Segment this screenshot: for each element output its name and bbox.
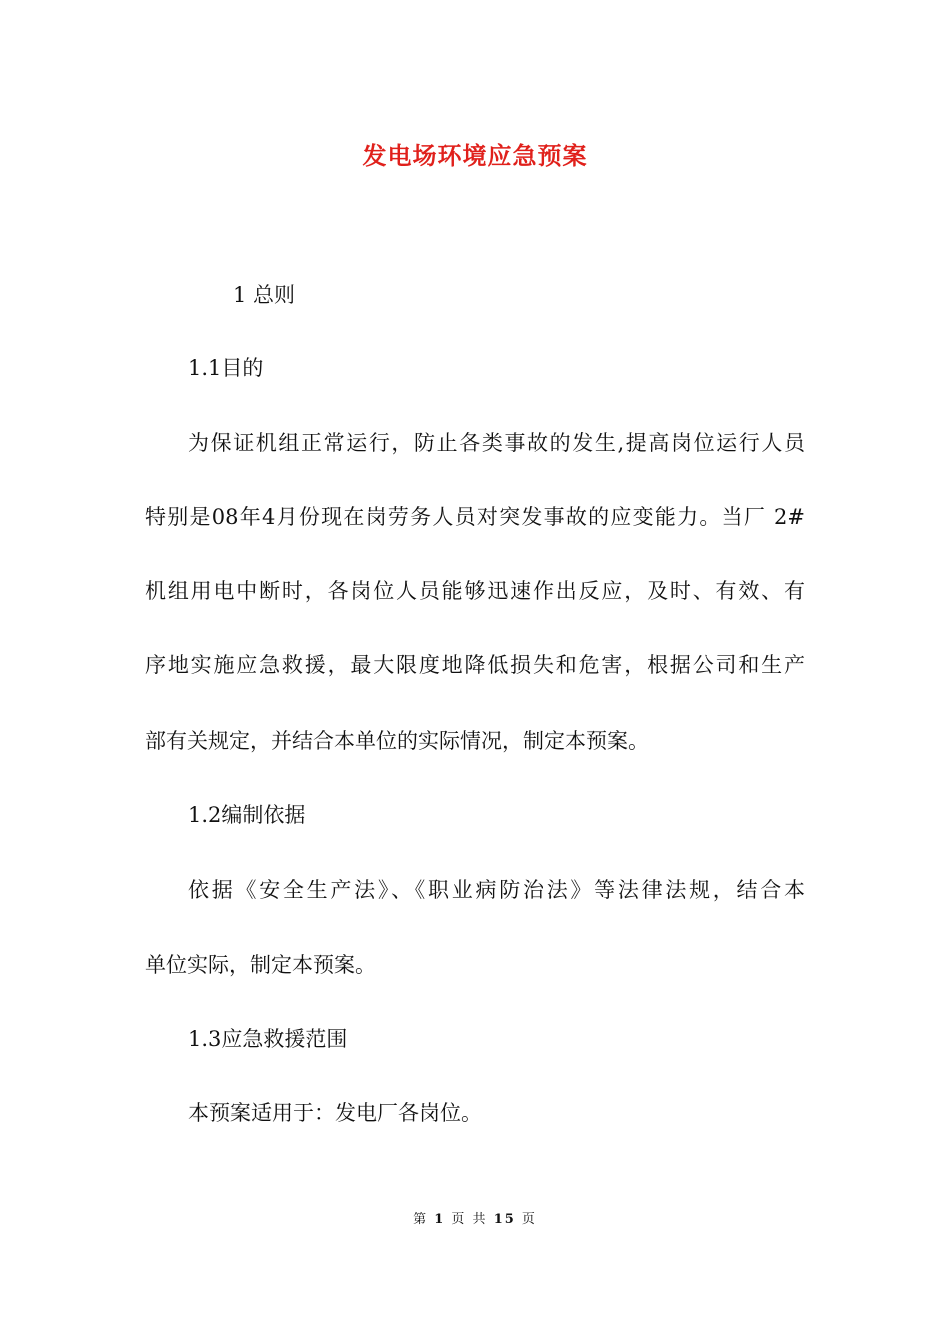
page-footer <box>0 1208 950 1227</box>
section-heading-1-3: 1.3应急救援范围 <box>188 1027 348 1051</box>
section-heading-1-1: 1.1目的 <box>188 356 264 380</box>
footer-middle: 页 共 <box>451 1212 488 1227</box>
scope-line: 本预案适用于：发电厂各岗位。 <box>188 1101 482 1125</box>
footer-page-number: 1 <box>434 1212 446 1227</box>
section-heading-1: 1 总则 <box>233 283 296 307</box>
document-title: 发电场环境应急预案 <box>362 141 588 170</box>
purpose-line-4: 序地实施应急救援，最大限度地降低损失和危害，根据公司和生产 <box>145 653 805 677</box>
basis-line-2: 单位实际，制定本预案。 <box>145 953 376 977</box>
footer-prefix: 第 <box>413 1212 429 1227</box>
purpose-line-1: 为保证机组正常运行，防止各类事故的发生,提高岗位运行人员 <box>188 431 805 455</box>
purpose-line-2: 特别是08年4月份现在岗劳务人员对突发事故的应变能力。当厂 2# <box>145 505 805 529</box>
purpose-line-5: 部有关规定，并结合本单位的实际情况，制定本预案。 <box>145 729 649 753</box>
purpose-line-3: 机组用电中断时，各岗位人员能够迅速作出反应，及时、有效、有 <box>145 579 805 603</box>
basis-line-1: 依据《安全生产法》、《职业病防治法》等法律法规，结合本 <box>188 878 805 902</box>
footer-total-pages: 15 <box>493 1212 516 1227</box>
section-heading-1-2: 1.2编制依据 <box>188 803 306 827</box>
footer-suffix: 页 <box>521 1212 537 1227</box>
